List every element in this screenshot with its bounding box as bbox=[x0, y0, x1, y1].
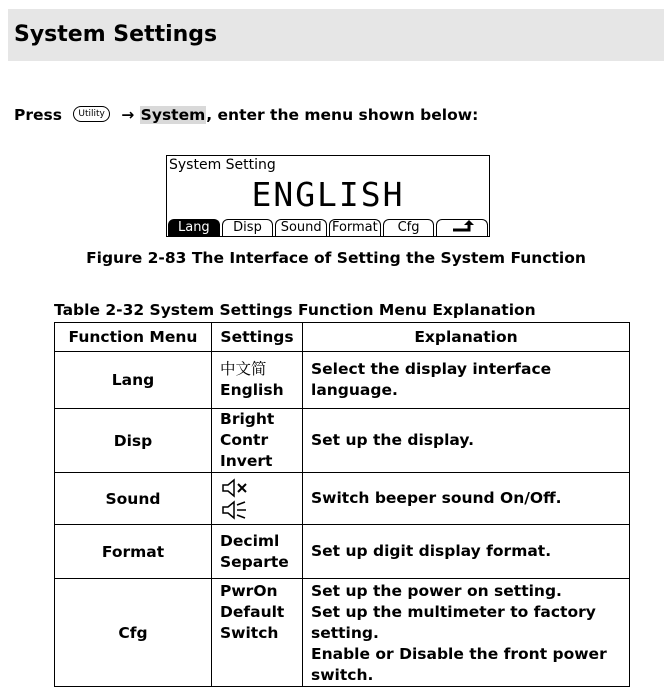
setting-switch: Switch bbox=[220, 624, 279, 642]
settings-cell bbox=[212, 352, 303, 409]
setting-bright: Bright bbox=[220, 410, 275, 428]
return-arrow-icon bbox=[447, 220, 477, 232]
setting-deciml: Deciml bbox=[220, 531, 280, 550]
table-header-row bbox=[55, 323, 630, 352]
setting-invert: Invert bbox=[220, 452, 273, 470]
speaker-on-icon bbox=[220, 499, 252, 521]
setting-contr: Contr bbox=[220, 431, 269, 449]
lcd-value: ENGLISH bbox=[251, 175, 405, 214]
settings-cell bbox=[212, 579, 303, 687]
setting-separte: Separte bbox=[220, 552, 289, 571]
table-row bbox=[55, 525, 630, 579]
table-row bbox=[55, 579, 630, 687]
arrow-icon: → bbox=[121, 106, 135, 124]
softkey-disp[interactable]: Disp bbox=[222, 219, 274, 236]
softkey-lang[interactable]: Lang bbox=[168, 219, 220, 236]
explanation-cell bbox=[303, 579, 630, 687]
setting-default: Default bbox=[220, 603, 285, 621]
menu-cell: Format bbox=[55, 525, 212, 579]
intro-rest: , enter the menu shown below: bbox=[206, 106, 479, 124]
lcd-title: System Setting bbox=[169, 157, 276, 173]
table-row bbox=[55, 352, 630, 409]
utility-key-icon: Utility bbox=[73, 106, 109, 122]
intro-instruction bbox=[14, 106, 478, 126]
function-menu-table bbox=[54, 322, 630, 687]
table-row bbox=[55, 409, 630, 473]
softkey-cfg[interactable]: Cfg bbox=[383, 219, 435, 236]
menu-cell: Cfg bbox=[55, 579, 212, 687]
header-function-menu: Function Menu bbox=[55, 323, 212, 352]
setting-chinese: 中文简 bbox=[220, 360, 267, 378]
softkey-return[interactable] bbox=[436, 219, 488, 236]
explanation-line: Set up the multimeter to factory setting. bbox=[311, 603, 596, 642]
table-row bbox=[55, 473, 630, 525]
setting-english: English bbox=[220, 381, 284, 399]
settings-cell bbox=[212, 473, 303, 525]
settings-cell bbox=[212, 525, 303, 579]
softkey-sound[interactable]: Sound bbox=[275, 219, 327, 236]
menu-cell: Sound bbox=[55, 473, 212, 525]
explanation-cell: Set up digit display format. bbox=[303, 525, 630, 579]
explanation-cell: Select the display interface language. bbox=[303, 352, 630, 409]
figure-caption: Figure 2-83 The Interface of Setting the System Function bbox=[86, 249, 586, 267]
table-caption: Table 2-32 System Settings Function Menu Explanation bbox=[54, 301, 536, 319]
settings-cell bbox=[212, 409, 303, 473]
explanation-line: Set up the power on setting. bbox=[311, 582, 562, 600]
page-title: System Settings bbox=[14, 22, 218, 47]
speaker-muted-icon bbox=[220, 477, 252, 499]
intro-press: Press bbox=[14, 106, 62, 124]
header-settings: Settings bbox=[212, 323, 303, 352]
lcd-softkey-bar bbox=[167, 219, 489, 236]
header-explanation: Explanation bbox=[303, 323, 630, 352]
lcd-screen bbox=[166, 155, 490, 237]
system-softkey-label: System bbox=[140, 106, 206, 124]
explanation-cell: Set up the display. bbox=[303, 409, 630, 473]
menu-cell: Disp bbox=[55, 409, 212, 473]
explanation-cell: Switch beeper sound On/Off. bbox=[303, 473, 630, 525]
menu-cell: Lang bbox=[55, 352, 212, 409]
softkey-format[interactable]: Format bbox=[329, 219, 381, 236]
setting-pwron: PwrOn bbox=[220, 582, 278, 600]
explanation-line: Enable or Disable the front power switch. bbox=[311, 645, 607, 684]
